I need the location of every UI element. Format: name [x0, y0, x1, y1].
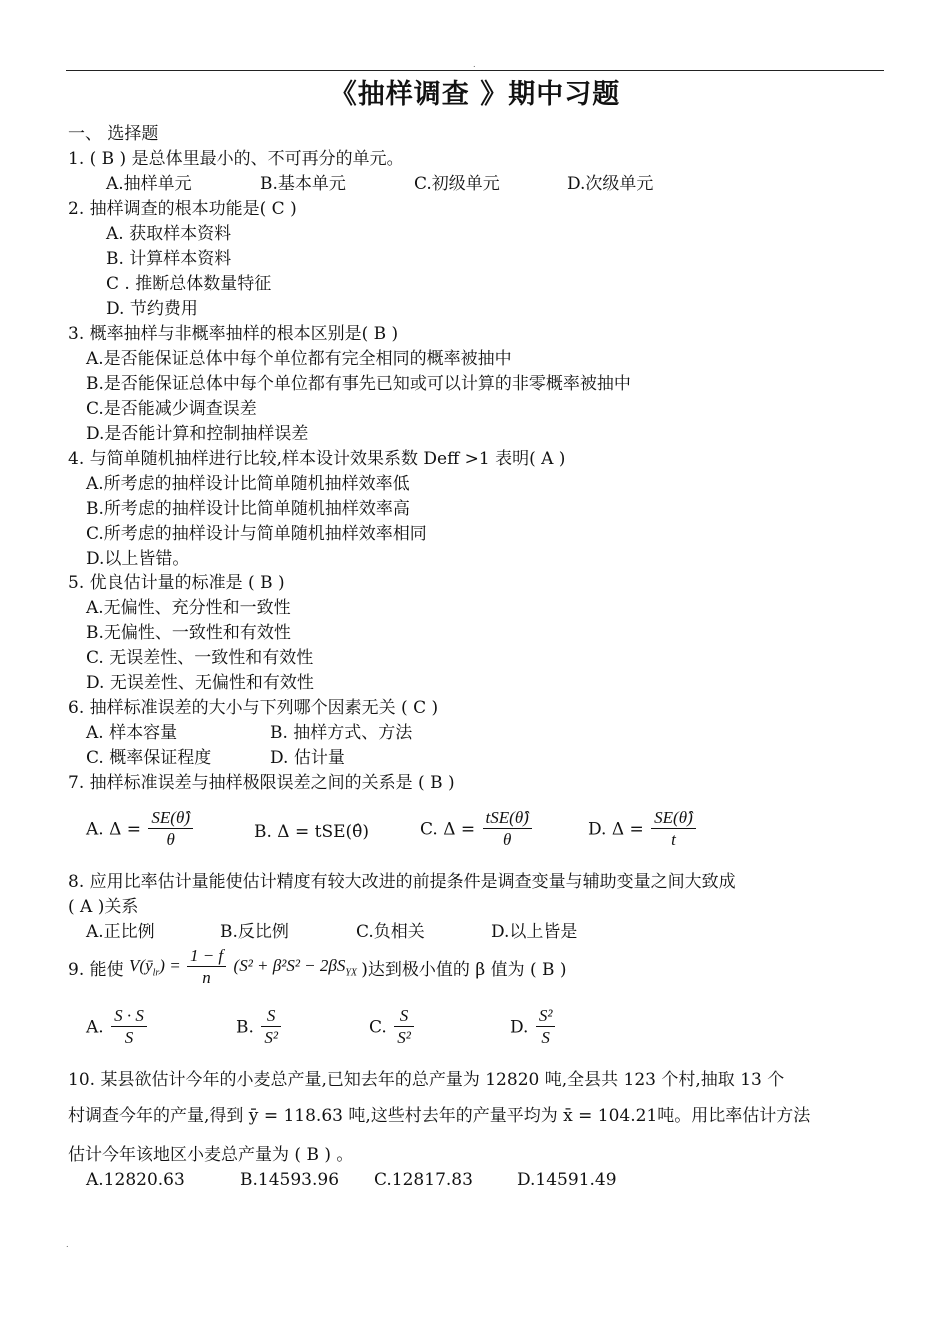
q9-option-c-denominator: S²: [397, 1028, 411, 1047]
q9-option-a: [86, 1006, 149, 1049]
q10-option-d: D.14591.49: [517, 1170, 617, 1190]
q4-option-b: B.所考虑的抽样设计比简单随机抽样效率高: [86, 499, 410, 519]
q7-option-d: [588, 808, 698, 851]
q7-option-a-denominator: θ: [166, 830, 175, 849]
q4-option-a: A.所考虑的抽样设计比简单随机抽样效率低: [86, 474, 410, 494]
q6-option-b: B. 抽样方式、方法: [270, 723, 413, 743]
q7-option-d-fraction: [651, 808, 696, 851]
q9-option-c-fraction: [394, 1006, 414, 1049]
q6-option-c: C. 概率保证程度: [86, 748, 212, 768]
q1-option-d: D.次级单元: [567, 174, 654, 194]
q3-option-c: C.是否能减少调查误差: [86, 399, 257, 419]
decorative-dot-top: .: [473, 60, 476, 69]
q5-option-b: B.无偏性、一致性和有效性: [86, 623, 291, 643]
q6-option-a: A. 样本容量: [86, 723, 178, 743]
q9-option-d-denominator: S: [541, 1028, 550, 1047]
q7-option-d-label: D. Δ =: [588, 819, 644, 840]
q7-option-c-label: C. Δ =: [420, 819, 476, 840]
q8-option-c: C.负相关: [356, 922, 425, 942]
q7-option-a-fraction: [148, 808, 193, 851]
q9-option-b: [236, 1006, 283, 1049]
question-9: [68, 946, 567, 989]
q3-option-b: B.是否能保证总体中每个单位都有事先已知或可以计算的非零概率被抽中: [86, 374, 631, 394]
decorative-dot-bottom: .: [66, 1240, 69, 1249]
q7-option-d-denominator: t: [671, 830, 676, 849]
q9-option-b-label: B.: [236, 1017, 254, 1038]
q9-option-a-numerator: S · S: [111, 1006, 147, 1027]
q5-option-c: C. 无误差性、一致性和有效性: [86, 648, 314, 668]
q9-option-b-fraction: [261, 1006, 281, 1049]
q7-option-c-fraction: [483, 808, 532, 851]
q9-option-a-denominator: S: [124, 1028, 134, 1047]
q9-option-d-numerator: S²: [536, 1006, 556, 1027]
q9-rhs: [233, 956, 362, 979]
question-8-continued: ( A )关系: [68, 897, 139, 917]
q7-option-a-numerator: SE(θ̂): [148, 808, 193, 829]
q7-option-b-label: B. Δ = tSE(θ̂): [254, 822, 370, 842]
q9-option-d-label: D.: [510, 1017, 529, 1038]
q9-suffix: )达到极小值的 β 值为 ( B ): [361, 960, 567, 980]
q7-option-c-denominator: θ: [503, 830, 512, 849]
q4-option-c: C.所考虑的抽样设计与简单随机抽样效率相同: [86, 524, 427, 544]
q9-option-c-label: C.: [369, 1017, 387, 1038]
q1-option-c: C.初级单元: [414, 174, 500, 194]
q9-option-c: [369, 1006, 416, 1049]
q8-option-d: D.以上皆是: [491, 922, 578, 942]
q9-option-a-fraction: [111, 1006, 147, 1049]
q7-option-a: [86, 808, 195, 851]
q9-option-b-denominator: S²: [264, 1028, 278, 1047]
q7-option-a-label: A. Δ =: [86, 819, 142, 840]
q8-option-b: B.反比例: [220, 922, 289, 942]
q1-option-a: A.抽样单元: [106, 174, 192, 194]
q9-rhs-expression: (S² + β²S² − 2βS: [233, 956, 346, 976]
q2-option-a: A. 获取样本资料: [106, 224, 232, 244]
q9-lhs: $V(ȳ_{lr})$ =: [129, 956, 185, 979]
page-title: 《抽样调查 》期中习题: [329, 79, 621, 110]
q3-option-a: A.是否能保证总体中每个单位都有完全相同的概率被抽中: [86, 349, 512, 369]
question-5: 5. 优良估计量的标准是 ( B ): [68, 573, 285, 593]
q7-option-c-numerator: tSE(θ̂): [483, 808, 532, 829]
q9-option-d-fraction: [536, 1006, 556, 1049]
q9-sub-yx: YX: [345, 967, 358, 979]
question-4: 4. 与简单随机抽样进行比较,样本设计效果系数 Deff >1 表明( A ): [68, 449, 566, 469]
question-3: 3. 概率抽样与非概率抽样的根本区别是( B ): [68, 324, 399, 344]
q9-option-b-numerator: S: [261, 1006, 281, 1027]
q5-option-d: D. 无误差性、无偏性和有效性: [86, 673, 314, 693]
q6-option-d: D. 估计量: [270, 748, 345, 768]
q7-option-d-numerator: SE(θ̂): [651, 808, 696, 829]
q9-option-a-label: A.: [86, 1017, 104, 1038]
q2-option-d: D. 节约费用: [106, 299, 198, 319]
q3-option-d: D.是否能计算和控制抽样误差: [86, 424, 309, 444]
q9-option-d: [510, 1006, 557, 1049]
q2-option-c: C . 推断总体数量特征: [106, 274, 272, 294]
q9-prefix: 9. 能使: [68, 960, 124, 980]
question-10-line-1: 10. 某县欲估计今年的小麦总产量,已知去年的总产量为 12820 吨,全县共 123 个村,抽取 13 个: [68, 1070, 785, 1090]
section-heading: 一、 选择题: [68, 124, 159, 144]
q10-option-a: A.12820.63: [86, 1170, 185, 1190]
question-6: 6. 抽样标准误差的大小与下列哪个因素无关 ( C ): [68, 698, 439, 718]
q4-option-d: D.以上皆错。: [86, 549, 190, 569]
q8-option-a: A.正比例: [86, 922, 155, 942]
header-rule: [66, 70, 884, 71]
q9-option-c-numerator: S: [394, 1006, 414, 1027]
q2-option-b: B. 计算样本资料: [106, 249, 232, 269]
question-8: 8. 应用比率估计量能使估计精度有较大改进的前提条件是调查变量与辅助变量之间大致成: [68, 872, 736, 892]
q5-option-a: A.无偏性、充分性和一致性: [86, 598, 291, 618]
question-2: 2. 抽样调查的根本功能是( C ): [68, 199, 297, 219]
q1-option-b: B.基本单元: [260, 174, 346, 194]
question-7: 7. 抽样标准误差与抽样极限误差之间的关系是 ( B ): [68, 773, 455, 793]
q9-fraction-numerator: 1 − f: [187, 946, 226, 967]
q9-sub-lr: lr: [152, 967, 160, 979]
question-1: 1. ( B ) 是总体里最小的、不可再分的单元。: [68, 149, 404, 169]
q10-option-b: B.14593.96: [240, 1170, 340, 1190]
q9-fraction: [187, 946, 226, 989]
q7-option-b: [254, 822, 369, 842]
q9-variance: V(ȳ: [129, 956, 153, 976]
q9-fraction-denominator: n: [202, 968, 211, 987]
question-10-line-2: 村调查今年的产量,得到 ȳ = 118.63 吨,这些村去年的产量平均为 x̄ = 104.21吨。用比率估计方法: [68, 1106, 811, 1126]
q10-option-c: C.12817.83: [374, 1170, 473, 1190]
q7-option-c: [420, 808, 534, 851]
question-10-line-3: 估计今年该地区小麦总产量为 ( B ) 。: [68, 1145, 354, 1165]
